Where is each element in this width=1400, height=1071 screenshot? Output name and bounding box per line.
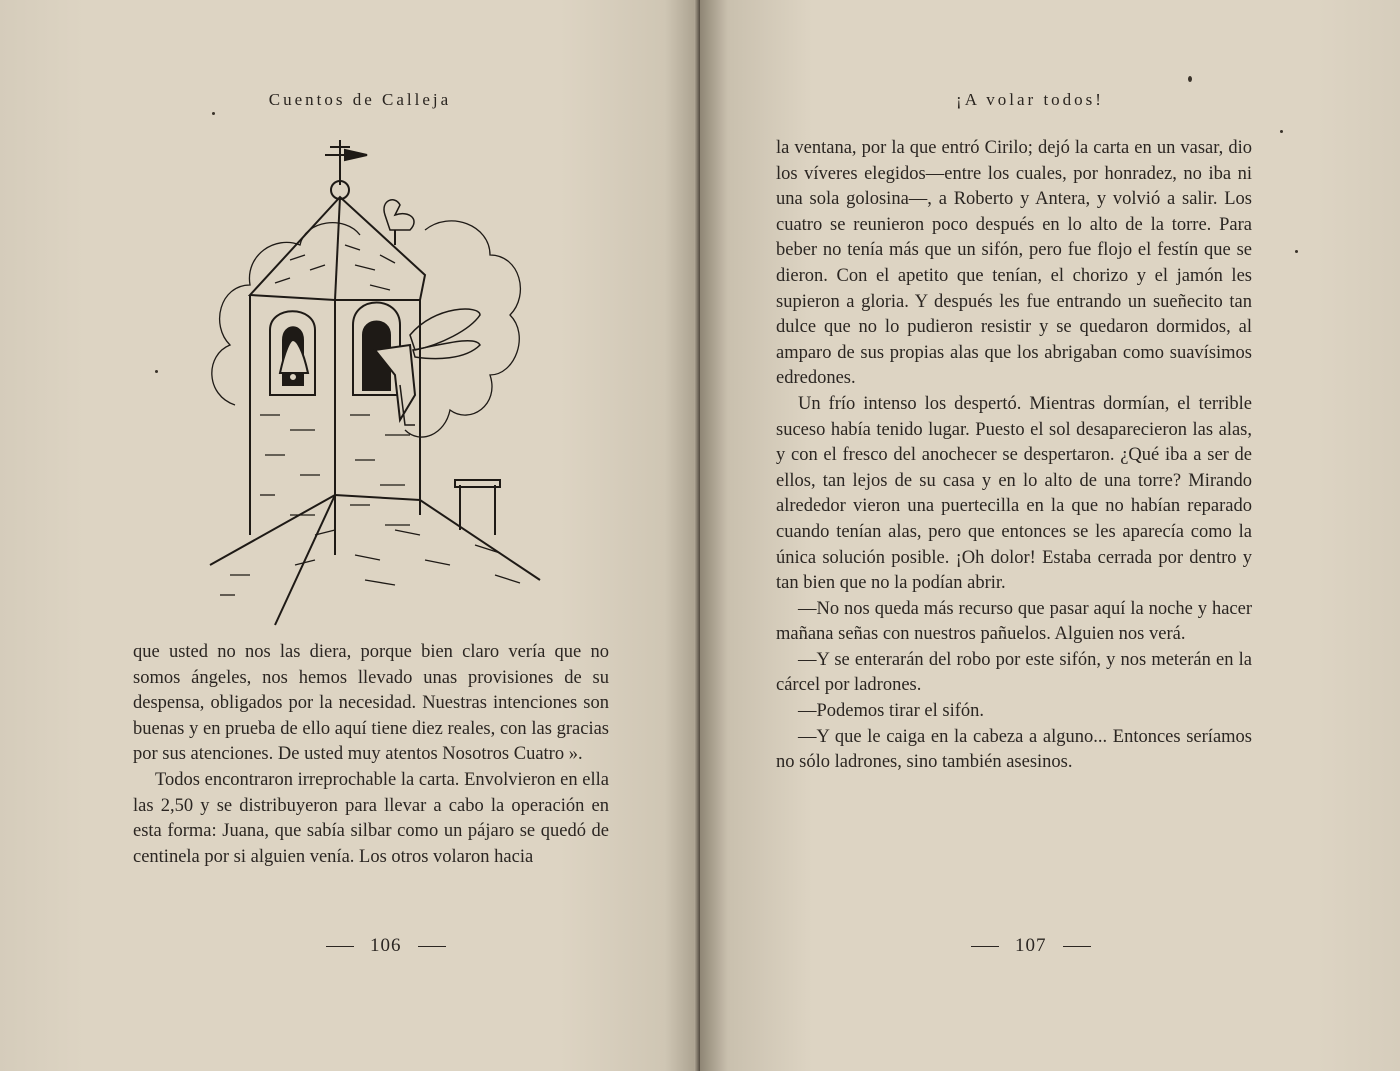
paragraph: que usted no nos las diera, porque bien claro vería que no somos ángeles, nos hemos llevado unas provisiones de su despensa, obligados por la necesidad. Nuestras intenciones son buenas y en prueba de ello aquí tiene diez reales, con las gracias por sus atenciones. De usted muy atentos Nosotros Cuatro ». [133, 642, 609, 765]
paper-speck [212, 112, 215, 115]
paragraph: Un frío intenso los despertó. Mientras dormían, el terrible suceso había tenido lugar. Puesto el sol desaparecieron las alas, y con el fresco del anochecer se despertaron. ¿Qué iba a ser de ellos, tan lejos de su casa y en lo alto de una torre? Mirando alrededor vieron una puertecilla en la que no habían reparado cuando tenían alas, pero que entonces se les aparecía como la única solución posible. ¡Oh dolor! Estaba cerrada por dentro y tan bien que no la podían abrir. [776, 393, 1252, 594]
paper-speck [1188, 76, 1192, 82]
body-text-right [776, 136, 1252, 776]
folio-dash [971, 946, 999, 947]
page-number-left [310, 935, 462, 957]
paper-speck [1280, 130, 1283, 133]
paragraph: —No nos queda más recurso que pasar aquí la noche y hacer mañana señas con nuestros pañuelos. Alguien nos verá. [776, 598, 1252, 645]
running-head-right: ¡A volar todos! [956, 90, 1104, 109]
paper-speck [1295, 250, 1298, 253]
page-number-right [955, 935, 1107, 957]
folio-dash [1063, 946, 1091, 947]
page-number-value: 106 [370, 935, 402, 956]
body-text-left [133, 640, 609, 870]
paragraph: la ventana, por la que entró Cirilo; dejó la carta en un vasar, dio los víveres elegidos—entre los cuales, por honradez, no iba ni una sola golosina—, a Roberto y Antera, y volvió a salir. Los cuatro se reunieron poco después en lo alto de la torre. Para beber no tenía más que un sifón, pero fue flojo el festín que se dieron. Con el apetito que tenían, el chorizo y el jamón les supieron a gloria. Y después les fue entrando un sueñecito tan dulce que no lo pudieron resistir y se quedaron dormidos, al amparo de sus propias alas que los abrigaban como suavísimos edredones. [776, 138, 1252, 389]
paragraph: —Y que le caiga en la cabeza a alguno... Entonces seríamos no sólo ladrones, sino también asesinos. [776, 726, 1252, 773]
folio-dash [418, 946, 446, 947]
running-head-left: Cuentos de Calleja [268, 90, 452, 109]
paper-speck [155, 370, 158, 373]
paragraph: Todos encontraron irreprochable la carta. Envolvieron en ella las 2,50 y se distribuyeron para llevar a cabo la operación en esta forma: Juana, que sabía silbar como un pájaro se quedó de centinela por si alguien venía. Los otros volaron hacia [133, 769, 609, 867]
page-number-value: 107 [1015, 935, 1047, 956]
bell-tower-illustration [195, 135, 545, 635]
paragraph: —Podemos tirar el sifón. [798, 701, 985, 722]
folio-dash [326, 946, 354, 947]
paragraph: —Y se enterarán del robo por este sifón, y nos meterán en la cárcel por ladrones. [776, 649, 1252, 696]
right-page [700, 0, 1400, 1071]
